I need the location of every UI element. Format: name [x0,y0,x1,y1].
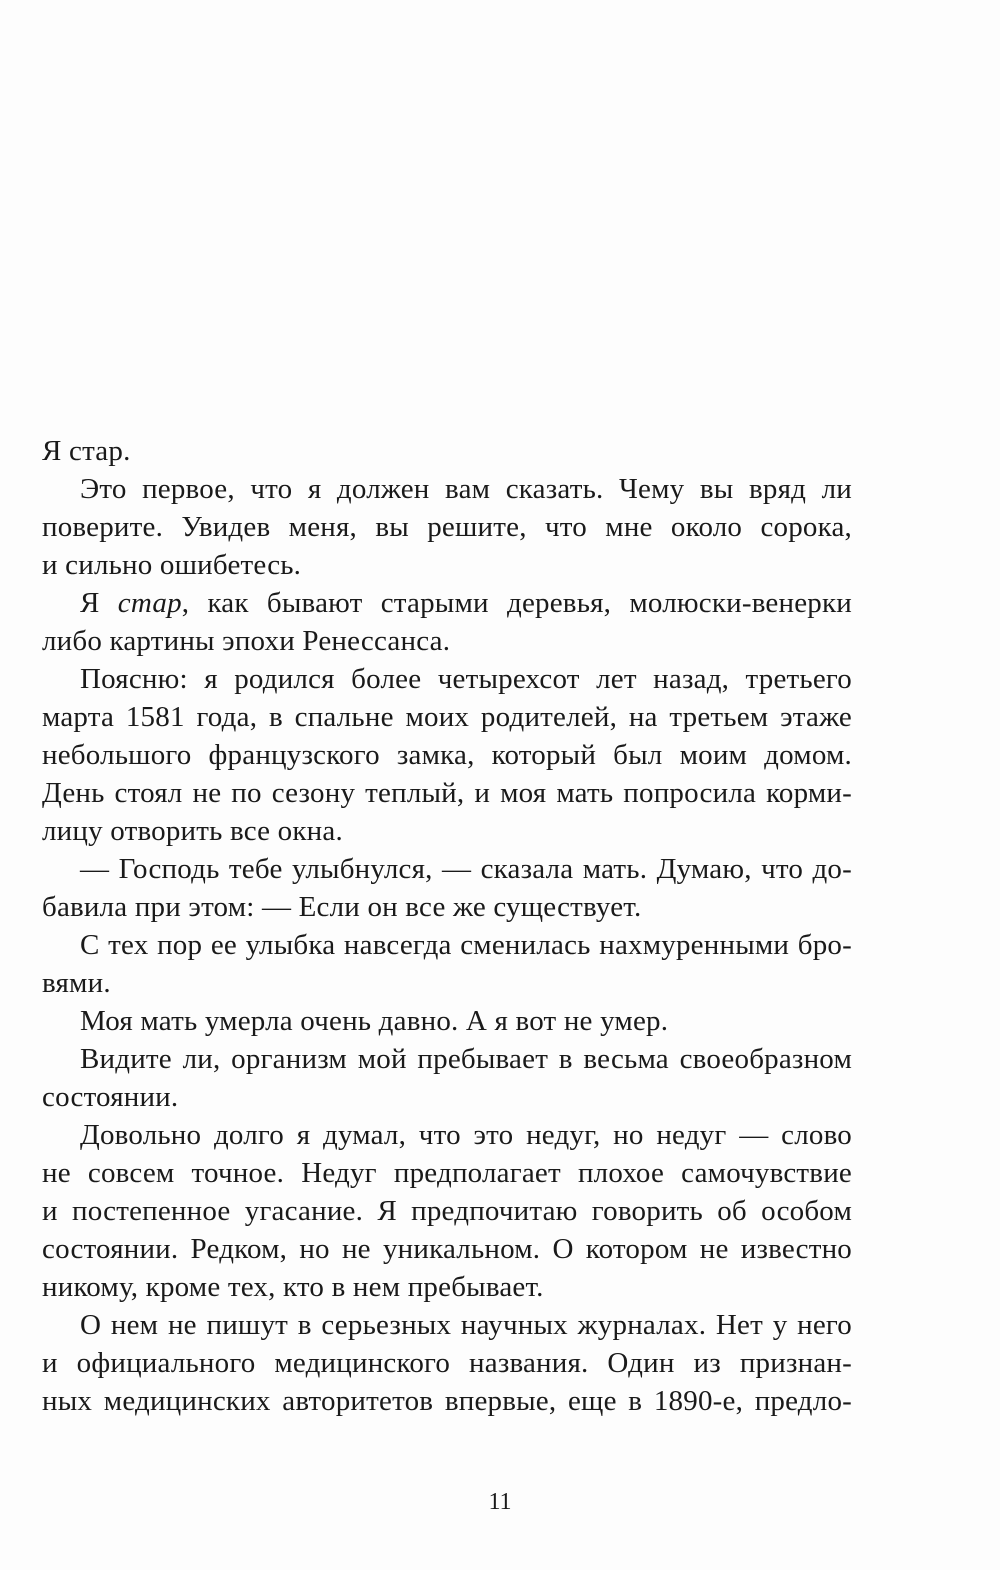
text-line: лицу отворить все окна. [42,815,343,847]
text-line: либо картины эпохи Ренессанса. [42,625,451,657]
text-fragment: Я [80,587,118,619]
text-line: — Господь тебе улыбнулся, — сказала мать. Думаю, что до- [80,853,852,885]
text-line: ных медицинских авторитетов впервые, еще в 1890-е, предло- [42,1385,852,1417]
text-line: Моя мать умерла очень давно. А я вот не умер. [80,1005,669,1037]
text-line: не совсем точное. Недуг предполагает плохое самочувствие [42,1157,852,1189]
text-line: Довольно долго я думал, что это недуг, но недуг — слово [80,1119,852,1151]
text-line: и постепенное угасание. Я предпочитаю говорить об особом [42,1195,852,1227]
emphasized-word: стар [117,587,182,619]
text-line: Это первое, что я должен вам сказать. Чему вы вряд ли [80,473,852,505]
text-line: бавила при этом: — Если он все же существует. [42,891,642,923]
text-line: и сильно ошибетесь. [42,549,302,581]
text-line-with-emphasis [42,584,852,622]
text-line: Я стар. [42,435,131,467]
text-line: небольшого французского замка, который был моим домом. [42,739,852,771]
text-fragment: , как бывают старыми деревья, молюски-венерки [181,587,852,619]
text-line: вями. [42,967,111,999]
body-text [42,432,852,1420]
text-line: День стоял не по сезону теплый, и моя мать попросила корми- [42,777,852,809]
text-line: состоянии. [42,1081,179,1113]
text-line: Поясню: я родился более четырехсот лет назад, третьего [80,663,852,695]
text-line: Видите ли, организм мой пребывает в весьма своеобразном [80,1043,852,1075]
text-line: марта 1581 года, в спальне моих родителей, на третьем этаже [42,701,852,733]
page-number: 11 [488,1489,512,1515]
text-line: О нем не пишут в серьезных научных журналах. Нет у него [80,1309,852,1341]
text-line: никому, кроме тех, кто в нем пребывает. [42,1271,544,1303]
text-line: и официального медицинского названия. Один из признан- [42,1347,852,1379]
text-line: поверите. Увидев меня, вы решите, что мне около сорока, [42,511,852,543]
text-line: С тех пор ее улыбка навсегда сменилась нахмуренными бро- [80,929,852,961]
text-line: состоянии. Редком, но не уникальном. О котором не известно [42,1233,852,1265]
